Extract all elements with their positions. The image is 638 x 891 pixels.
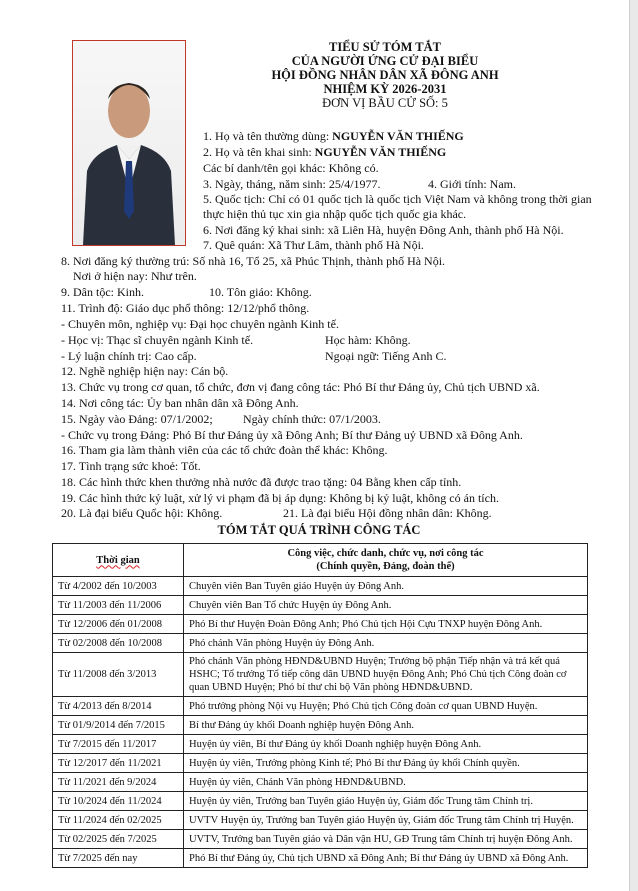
table-row — [53, 830, 588, 849]
document-header — [240, 40, 530, 110]
item-11-foreign-language: Ngoại ngữ: Tiếng Anh C. — [325, 349, 447, 363]
page-edge — [629, 0, 638, 891]
position-cell: Huyện ủy viên, Chánh Văn phòng HĐND&UBND. — [184, 773, 588, 792]
table-row — [53, 735, 588, 754]
career-table — [52, 543, 588, 868]
item-2 — [203, 145, 446, 160]
item-1-label: 1. Họ và tên thường dùng: — [203, 129, 333, 143]
col-position-label: Công việc, chức danh, chức vụ, nơi công tác — [287, 548, 484, 559]
item-11-specialty: - Chuyên môn, nghiệp vụ: Đại học chuyên ngành Kinh tế. — [61, 317, 339, 331]
period-cell: Từ 01/9/2014 đến 7/2015 — [53, 716, 184, 735]
item-11-education: 11. Trình độ: Giáo dục phổ thông: 12/12/phổ thông. — [61, 301, 310, 315]
birth-name: NGUYỄN VĂN THIẾNG — [314, 145, 447, 159]
period-cell: Từ 11/2024 đến 02/2025 — [53, 811, 184, 830]
career-table-header — [53, 544, 588, 577]
position-cell: Chuyên viên Ban Tuyên giáo Huyện ủy Đông Anh. — [184, 577, 588, 596]
table-row — [53, 615, 588, 634]
portrait-image-icon — [73, 41, 185, 245]
period-cell: Từ 02/2008 đến 10/2008 — [53, 634, 184, 653]
position-cell: Phó Bí thư Đảng ủy, Chủ tịch UBND xã Đông Anh; Bí thư Đảng ủy UBND xã Đông Anh. — [184, 849, 588, 868]
career-table-body — [53, 577, 588, 868]
period-cell: Từ 7/2025 đến nay — [53, 849, 184, 868]
col-position — [184, 544, 588, 577]
doc-title: TIỂU SỬ TÓM TẮT — [329, 40, 441, 54]
position-cell: Phó Bí thư Huyện Đoàn Đông Anh; Phó Chủ tịch Hội Cựu TNXP huyện Đông Anh. — [184, 615, 588, 634]
doc-subtitle-1: CỦA NGƯỜI ỨNG CỬ ĐẠI BIỂU — [291, 54, 479, 68]
position-cell: Huyện ủy viên, Trưởng phòng Kinh tế; Phó Bí thư Đảng ủy khối Chính quyền. — [184, 754, 588, 773]
item-12-occupation: 12. Nghề nghiệp hiện nay: Cán bộ. — [61, 364, 229, 378]
doc-constituency: ĐƠN VỊ BẦU CỬ SỐ: 5 — [322, 96, 448, 110]
item-17-health: 17. Tình trạng sức khoẻ: Tốt. — [61, 459, 201, 473]
period-cell: Từ 11/2003 đến 11/2006 — [53, 596, 184, 615]
item-19-discipline: 19. Các hình thức kỷ luật, xử lý vi phạm đã bị áp dụng: Không bị kỷ luật, không có án tích. — [61, 491, 499, 505]
table-row — [53, 653, 588, 697]
period-cell: Từ 02/2025 đến 7/2025 — [53, 830, 184, 849]
item-4-gender: 4. Giới tính: Nam. — [428, 177, 517, 191]
item-5-nationality: 5. Quốc tịch: Chỉ có 01 quốc tịch là quốc tịch Việt Nam và không trong thời gian — [203, 192, 592, 206]
table-row — [53, 596, 588, 615]
item-11-political-theory: - Lý luận chính trị: Cao cấp. — [61, 349, 197, 363]
doc-term: NHIỆM KỲ 2026-2031 — [323, 82, 447, 96]
item-7-hometown: 7. Quê quán: Xã Thư Lâm, thành phố Hà Nội. — [203, 238, 424, 252]
position-cell: Bí thư Đảng ủy khối Doanh nghiệp huyện Đông Anh. — [184, 716, 588, 735]
career-title: TÓM TẮT QUÁ TRÌNH CÔNG TÁC — [217, 523, 421, 537]
item-2-label: 2. Họ và tên khai sinh: — [203, 145, 315, 159]
position-cell: Huyện ủy viên, Bí thư Đảng ủy khối Doanh nghiệp huyện Đông Anh. — [184, 735, 588, 754]
item-8-current-address: Nơi ở hiện nay: Như trên. — [73, 269, 197, 283]
item-20-na-delegate: 20. Là đại biểu Quốc hội: Không. — [61, 506, 223, 520]
period-cell: Từ 10/2024 đến 11/2024 — [53, 792, 184, 811]
item-14-workplace: 14. Nơi công tác: Ủy ban nhân dân xã Đông Anh. — [61, 396, 299, 410]
period-cell: Từ 11/2008 đến 3/2013 — [53, 653, 184, 697]
position-cell: Huyện ủy viên, Trưởng ban Tuyên giáo Huyện ủy, Giám đốc Trung tâm Chính trị. — [184, 792, 588, 811]
item-1 — [203, 129, 464, 144]
table-row — [53, 577, 588, 596]
position-cell: Phó chánh Văn phòng HĐND&UBND Huyện; Trưởng bộ phận Tiếp nhận và trả kết quả HSHC; Tổ trưởng Tổ tiếp công dân UBND huyện Đông Anh; Phó Chủ tịch Công đoàn cơ quan UBND Huyện; Phó bí thư chi bộ Văn phòng HĐND&UBND. — [184, 653, 588, 697]
table-row — [53, 849, 588, 868]
period-cell: Từ 12/2017 đến 11/2021 — [53, 754, 184, 773]
item-21-council-delegate: 21. Là đại biểu Hội đồng nhân dân: Không. — [283, 506, 492, 520]
item-9-ethnicity: 9. Dân tộc: Kinh. — [61, 285, 144, 299]
period-cell: Từ 11/2021 đến 9/2024 — [53, 773, 184, 792]
period-cell: Từ 7/2015 đến 11/2017 — [53, 735, 184, 754]
item-15-party-official: Ngày chính thức: 07/1/2003. — [243, 412, 381, 426]
candidate-portrait-photo — [72, 40, 186, 246]
item-18-awards: 18. Các hình thức khen thưởng nhà nước đã được trao tặng: 04 Bằng khen cấp tỉnh. — [61, 475, 462, 489]
position-cell: UVTV Huyện ủy, Trưởng ban Tuyên giáo Huyện ủy, Giám đốc Trung tâm Chính trị Huyện. — [184, 811, 588, 830]
col-period — [53, 544, 184, 577]
col-position-sublabel: (Chính quyền, Đảng, đoàn thể) — [316, 561, 455, 572]
period-cell: Từ 4/2002 đến 10/2003 — [53, 577, 184, 596]
item-6-birthplace: 6. Nơi đăng ký khai sinh: xã Liên Hà, huyện Đông Anh, thành phố Hà Nội. — [203, 223, 564, 237]
alias: Các bí danh/tên gọi khác: Không có. — [203, 161, 379, 175]
table-row — [53, 634, 588, 653]
item-3-dob: 3. Ngày, tháng, năm sinh: 25/4/1977. — [203, 177, 381, 191]
item-8-residence: 8. Nơi đăng ký thường trú: Số nhà 16, Tổ 25, xã Phúc Thịnh, thành phố Hà Nội. — [61, 254, 446, 268]
item-16-organizations: 16. Tham gia làm thành viên của các tổ chức đoàn thể khác: Không. — [61, 443, 388, 457]
item-15-party-position: - Chức vụ trong Đảng: Phó Bí thư Đảng ủy xã Đông Anh; Bí thư Đảng uỷ UBND xã Đông Anh. — [61, 428, 523, 442]
position-cell: Phó chánh Văn phòng Huyện ủy Đông Anh. — [184, 634, 588, 653]
item-15-party-join: 15. Ngày vào Đảng: 07/1/2002; — [61, 412, 213, 426]
col-period-label: Thời gian — [96, 554, 140, 566]
item-11-academic-title: Học hàm: Không. — [325, 333, 411, 347]
table-row — [53, 697, 588, 716]
item-11-degree: - Học vị: Thạc sĩ chuyên ngành Kinh tế. — [61, 333, 254, 347]
period-cell: Từ 4/2013 đến 8/2014 — [53, 697, 184, 716]
position-cell: Chuyên viên Ban Tổ chức Huyện ủy Đông Anh. — [184, 596, 588, 615]
item-10-religion: 10. Tôn giáo: Không. — [209, 285, 312, 299]
table-row — [53, 716, 588, 735]
item-5-nationality-cont: thực hiện thủ tục xin gia nhập quốc tịch quốc gia khác. — [203, 207, 467, 221]
item-13-position: 13. Chức vụ trong cơ quan, tổ chức, đơn vị đang công tác: Phó Bí thư Đảng ủy, Chủ tịch UBND xã. — [61, 380, 540, 394]
table-row — [53, 811, 588, 830]
position-cell: UVTV, Trưởng ban Tuyên giáo và Dân vận HU, GĐ Trung tâm Chính trị huyện Đông Anh. — [184, 830, 588, 849]
position-cell: Phó trưởng phòng Nội vụ Huyện; Phó Chủ tịch Công đoàn cơ quan UBND Huyện. — [184, 697, 588, 716]
common-name: NGUYỄN VĂN THIẾNG — [332, 129, 464, 143]
doc-subtitle-2: HỘI ĐỒNG NHÂN DÂN XÃ ĐÔNG ANH — [271, 68, 499, 82]
period-cell: Từ 12/2006 đến 01/2008 — [53, 615, 184, 634]
table-row — [53, 792, 588, 811]
table-row — [53, 754, 588, 773]
table-row — [53, 773, 588, 792]
